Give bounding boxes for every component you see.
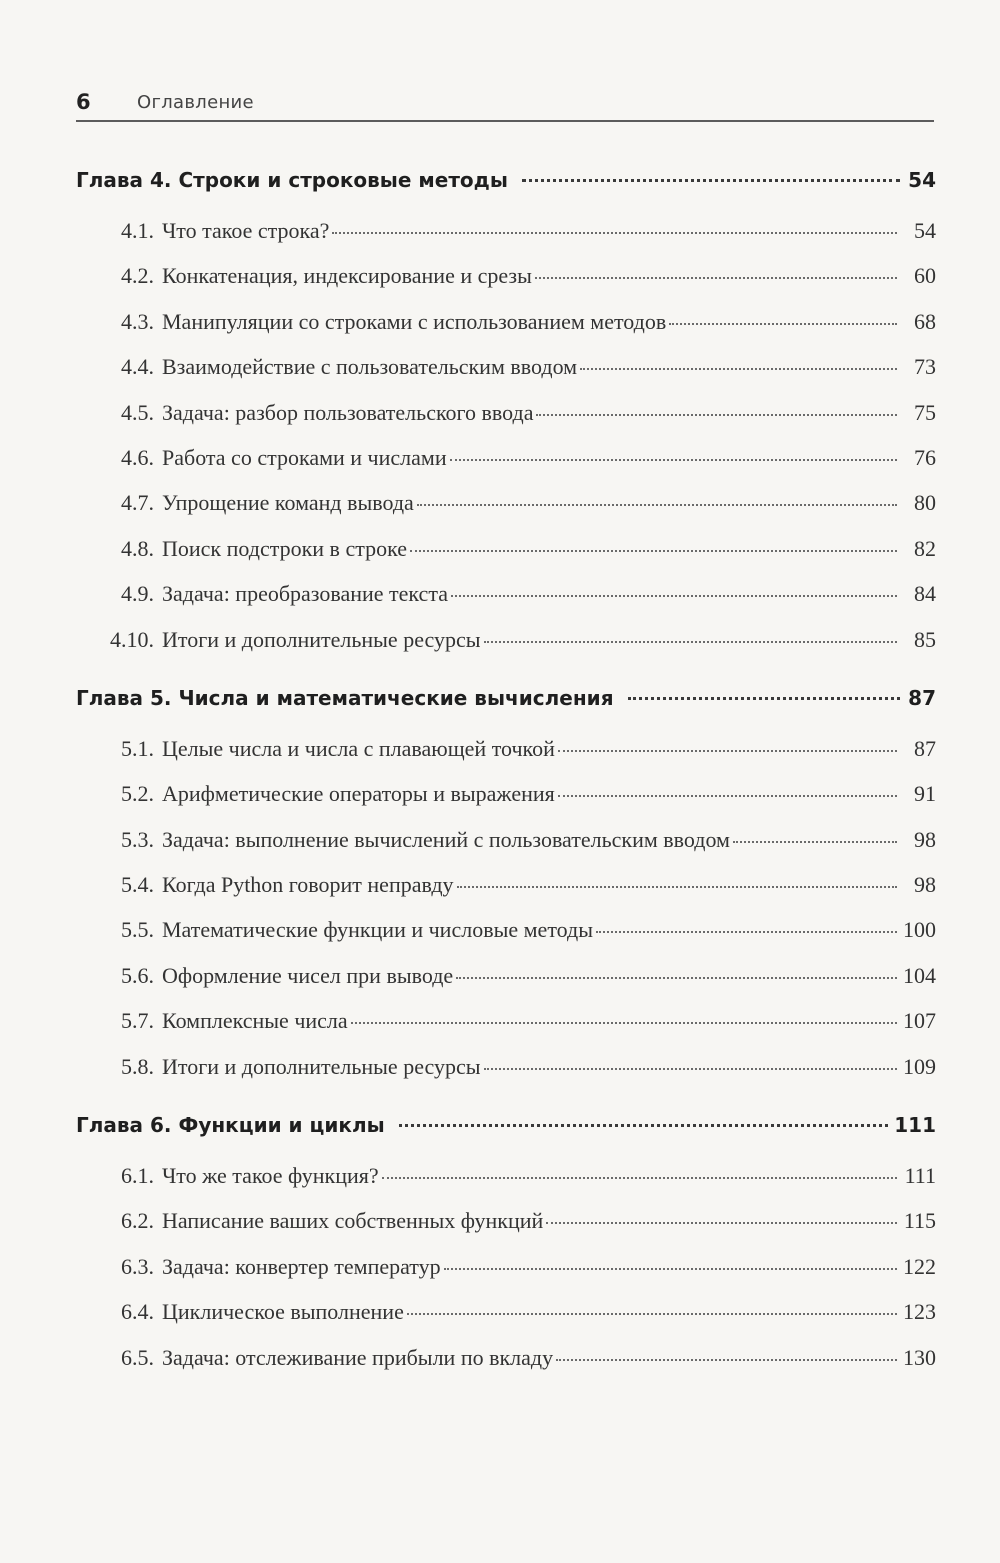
section-title: Итоги и дополнительные ресурсы xyxy=(162,626,481,652)
section-page-number: 98 xyxy=(914,826,936,852)
section-number: 5.5. xyxy=(121,917,154,943)
entry-label xyxy=(76,917,593,943)
chapter-title: Глава 6. Функции и циклы xyxy=(76,1113,385,1138)
entry-label xyxy=(76,490,414,516)
section-page-number: 73 xyxy=(914,354,936,380)
section-number: 6.1. xyxy=(121,1163,154,1189)
dot-leader xyxy=(669,323,897,325)
section-title: Комплексные числа xyxy=(162,1008,348,1034)
chapter-heading[interactable] xyxy=(76,168,936,212)
entry-label xyxy=(76,218,329,244)
toc-entry[interactable] xyxy=(76,218,936,263)
dot-leader xyxy=(535,277,897,279)
section-number: 5.3. xyxy=(121,826,154,852)
entry-label xyxy=(76,1008,348,1034)
section-title: Задача: выполнение вычислений с пользовательским вводом xyxy=(162,826,730,852)
dot-leader xyxy=(556,1359,897,1361)
section-page-number: 123 xyxy=(903,1299,936,1325)
section-number: 4.1. xyxy=(121,218,154,243)
section-page-number: 100 xyxy=(903,917,936,943)
toc-chapter xyxy=(76,1113,936,1390)
entry-label xyxy=(76,1299,404,1325)
section-title: Оформление чисел при выводе xyxy=(162,962,454,988)
entry-label xyxy=(76,1163,379,1189)
section-number: 4.4. xyxy=(121,354,154,380)
dot-leader xyxy=(484,1068,897,1070)
entry-label xyxy=(76,781,555,807)
toc-entry[interactable] xyxy=(76,354,936,399)
entry-label xyxy=(76,581,448,607)
section-title: Написание ваших собственных функций xyxy=(162,1208,544,1234)
table-of-contents xyxy=(76,168,936,1404)
section-title: Математические функции и числовые методы xyxy=(162,917,593,943)
dot-leader xyxy=(546,1222,897,1224)
section-page-number: 68 xyxy=(914,308,936,334)
toc-entry[interactable] xyxy=(76,917,936,962)
toc-entry[interactable] xyxy=(76,1054,936,1099)
section-number: 4.7. xyxy=(121,490,154,516)
section-page-number: 107 xyxy=(903,1008,936,1034)
entry-label xyxy=(76,827,730,853)
running-head xyxy=(76,84,934,122)
section-title: Когда Python говорит неправду xyxy=(162,872,454,898)
entry-label xyxy=(76,963,453,989)
running-title: Оглавление xyxy=(137,92,254,113)
entry-label xyxy=(76,263,532,289)
section-title: Манипуляции со строками с использованием методов xyxy=(162,308,667,334)
toc-entry[interactable] xyxy=(76,1163,936,1208)
section-number: 6.2. xyxy=(121,1208,154,1234)
dot-leader xyxy=(407,1313,897,1315)
section-number: 5.8. xyxy=(121,1053,154,1079)
section-page-number: 85 xyxy=(914,626,936,652)
dot-leader xyxy=(382,1177,897,1179)
toc-entry[interactable] xyxy=(76,1345,936,1390)
section-number: 6.5. xyxy=(121,1344,154,1370)
section-page-number: 80 xyxy=(914,490,936,516)
section-number: 5.6. xyxy=(121,962,154,988)
chapter-page-number: 87 xyxy=(908,685,936,710)
toc-entry[interactable] xyxy=(76,1299,936,1344)
toc-entry[interactable] xyxy=(76,736,936,781)
entry-label xyxy=(76,1054,481,1080)
chapter-title: Глава 4. Строки и строковые методы xyxy=(76,168,508,192)
dot-leader xyxy=(558,750,897,752)
section-number: 5.7. xyxy=(121,1008,154,1034)
entry-label xyxy=(76,1345,553,1371)
dot-leader xyxy=(628,697,900,700)
section-title: Конкатенация, индексирование и срезы xyxy=(162,263,532,289)
section-page-number: 87 xyxy=(914,735,936,761)
toc-entry[interactable] xyxy=(76,781,936,826)
section-title: Задача: отслеживание прибыли по вкладу xyxy=(162,1344,554,1370)
toc-entry[interactable] xyxy=(76,263,936,308)
toc-entry[interactable] xyxy=(76,872,936,917)
section-page-number: 76 xyxy=(914,444,936,470)
section-title: Задача: разбор пользовательского ввода xyxy=(162,399,534,425)
section-title: Упрощение команд вывода xyxy=(162,490,414,516)
section-page-number: 130 xyxy=(903,1344,936,1370)
section-title: Арифметические операторы и выражения xyxy=(162,781,555,807)
entry-label xyxy=(76,1254,441,1280)
section-number: 6.4. xyxy=(121,1299,154,1325)
section-title: Задача: преобразование текста xyxy=(162,581,448,607)
dot-leader xyxy=(410,550,897,552)
toc-entry[interactable] xyxy=(76,445,936,490)
dot-leader xyxy=(558,795,897,797)
dot-leader xyxy=(733,841,897,843)
section-page-number: 91 xyxy=(914,781,936,807)
dot-leader xyxy=(484,641,897,643)
dot-leader xyxy=(522,179,900,182)
dot-leader xyxy=(444,1268,897,1270)
entry-label xyxy=(76,309,666,335)
toc-entry[interactable] xyxy=(76,1254,936,1299)
dot-leader xyxy=(580,368,897,370)
toc-entry[interactable] xyxy=(76,1208,936,1253)
section-page-number: 111 xyxy=(904,1163,936,1189)
section-page-number: 84 xyxy=(914,581,936,607)
toc-entry[interactable] xyxy=(76,536,936,581)
toc-entry[interactable] xyxy=(76,490,936,535)
section-title: Работа со строками и числами xyxy=(162,444,447,470)
section-page-number: 75 xyxy=(914,399,936,425)
toc-entry[interactable] xyxy=(76,627,936,672)
section-number: 4.2. xyxy=(121,263,154,289)
dot-leader xyxy=(351,1022,897,1024)
section-title: Что такое строка? xyxy=(162,218,330,243)
entry-label xyxy=(76,400,533,426)
section-title: Что же такое функция? xyxy=(162,1163,379,1189)
entry-label xyxy=(76,627,481,653)
section-number: 4.9. xyxy=(121,581,154,607)
dot-leader xyxy=(596,931,897,933)
dot-leader xyxy=(417,504,897,506)
chapter-title: Глава 5. Числа и математические вычисления xyxy=(76,685,614,710)
toc-chapter xyxy=(76,686,936,1099)
chapter-heading[interactable] xyxy=(76,686,936,730)
dot-leader xyxy=(450,459,897,461)
toc-entry[interactable] xyxy=(76,827,936,872)
section-page-number: 109 xyxy=(903,1053,936,1079)
section-page-number: 60 xyxy=(914,263,936,289)
toc-entry[interactable] xyxy=(76,400,936,445)
toc-entry[interactable] xyxy=(76,1008,936,1053)
toc-entry[interactable] xyxy=(76,309,936,354)
section-number: 4.5. xyxy=(121,399,154,425)
toc-entry[interactable] xyxy=(76,963,936,1008)
toc-entry[interactable] xyxy=(76,581,936,626)
dot-leader xyxy=(451,595,897,597)
section-number: 5.2. xyxy=(121,781,154,807)
chapter-heading[interactable] xyxy=(76,1113,936,1157)
dot-leader xyxy=(456,977,897,979)
section-title: Взаимодействие с пользовательским вводом xyxy=(162,354,578,380)
entry-label xyxy=(76,872,454,898)
entry-label xyxy=(76,736,555,762)
section-number: 6.3. xyxy=(121,1253,154,1279)
entry-label xyxy=(76,1208,543,1234)
section-page-number: 104 xyxy=(903,962,936,988)
dot-leader xyxy=(332,232,897,234)
section-title: Поиск подстроки в строке xyxy=(162,535,407,561)
section-page-number: 115 xyxy=(903,1208,936,1234)
section-title: Циклическое выполнение xyxy=(162,1299,404,1325)
chapter-page-number: 111 xyxy=(894,1113,936,1138)
section-number: 4.10. xyxy=(110,626,154,652)
toc-chapter xyxy=(76,168,936,672)
section-number: 5.4. xyxy=(121,872,154,898)
section-title: Целые числа и числа с плавающей точкой xyxy=(162,735,555,761)
section-number: 5.1. xyxy=(121,735,154,761)
section-number: 4.6. xyxy=(121,444,154,470)
section-page-number: 98 xyxy=(914,872,936,898)
section-title: Итоги и дополнительные ресурсы xyxy=(162,1053,481,1079)
page-number: 6 xyxy=(76,90,91,114)
section-number: 4.3. xyxy=(121,308,154,334)
section-page-number: 82 xyxy=(914,535,936,561)
section-page-number: 122 xyxy=(903,1253,936,1279)
chapter-page-number: 54 xyxy=(908,168,936,192)
entry-label xyxy=(76,354,577,380)
dot-leader xyxy=(457,886,897,888)
section-number: 4.8. xyxy=(121,535,154,561)
dot-leader xyxy=(399,1124,889,1127)
dot-leader xyxy=(536,414,897,416)
section-title: Задача: конвертер температур xyxy=(162,1253,441,1279)
entry-label xyxy=(76,445,447,471)
entry-label xyxy=(76,536,407,562)
section-page-number: 54 xyxy=(914,218,936,243)
